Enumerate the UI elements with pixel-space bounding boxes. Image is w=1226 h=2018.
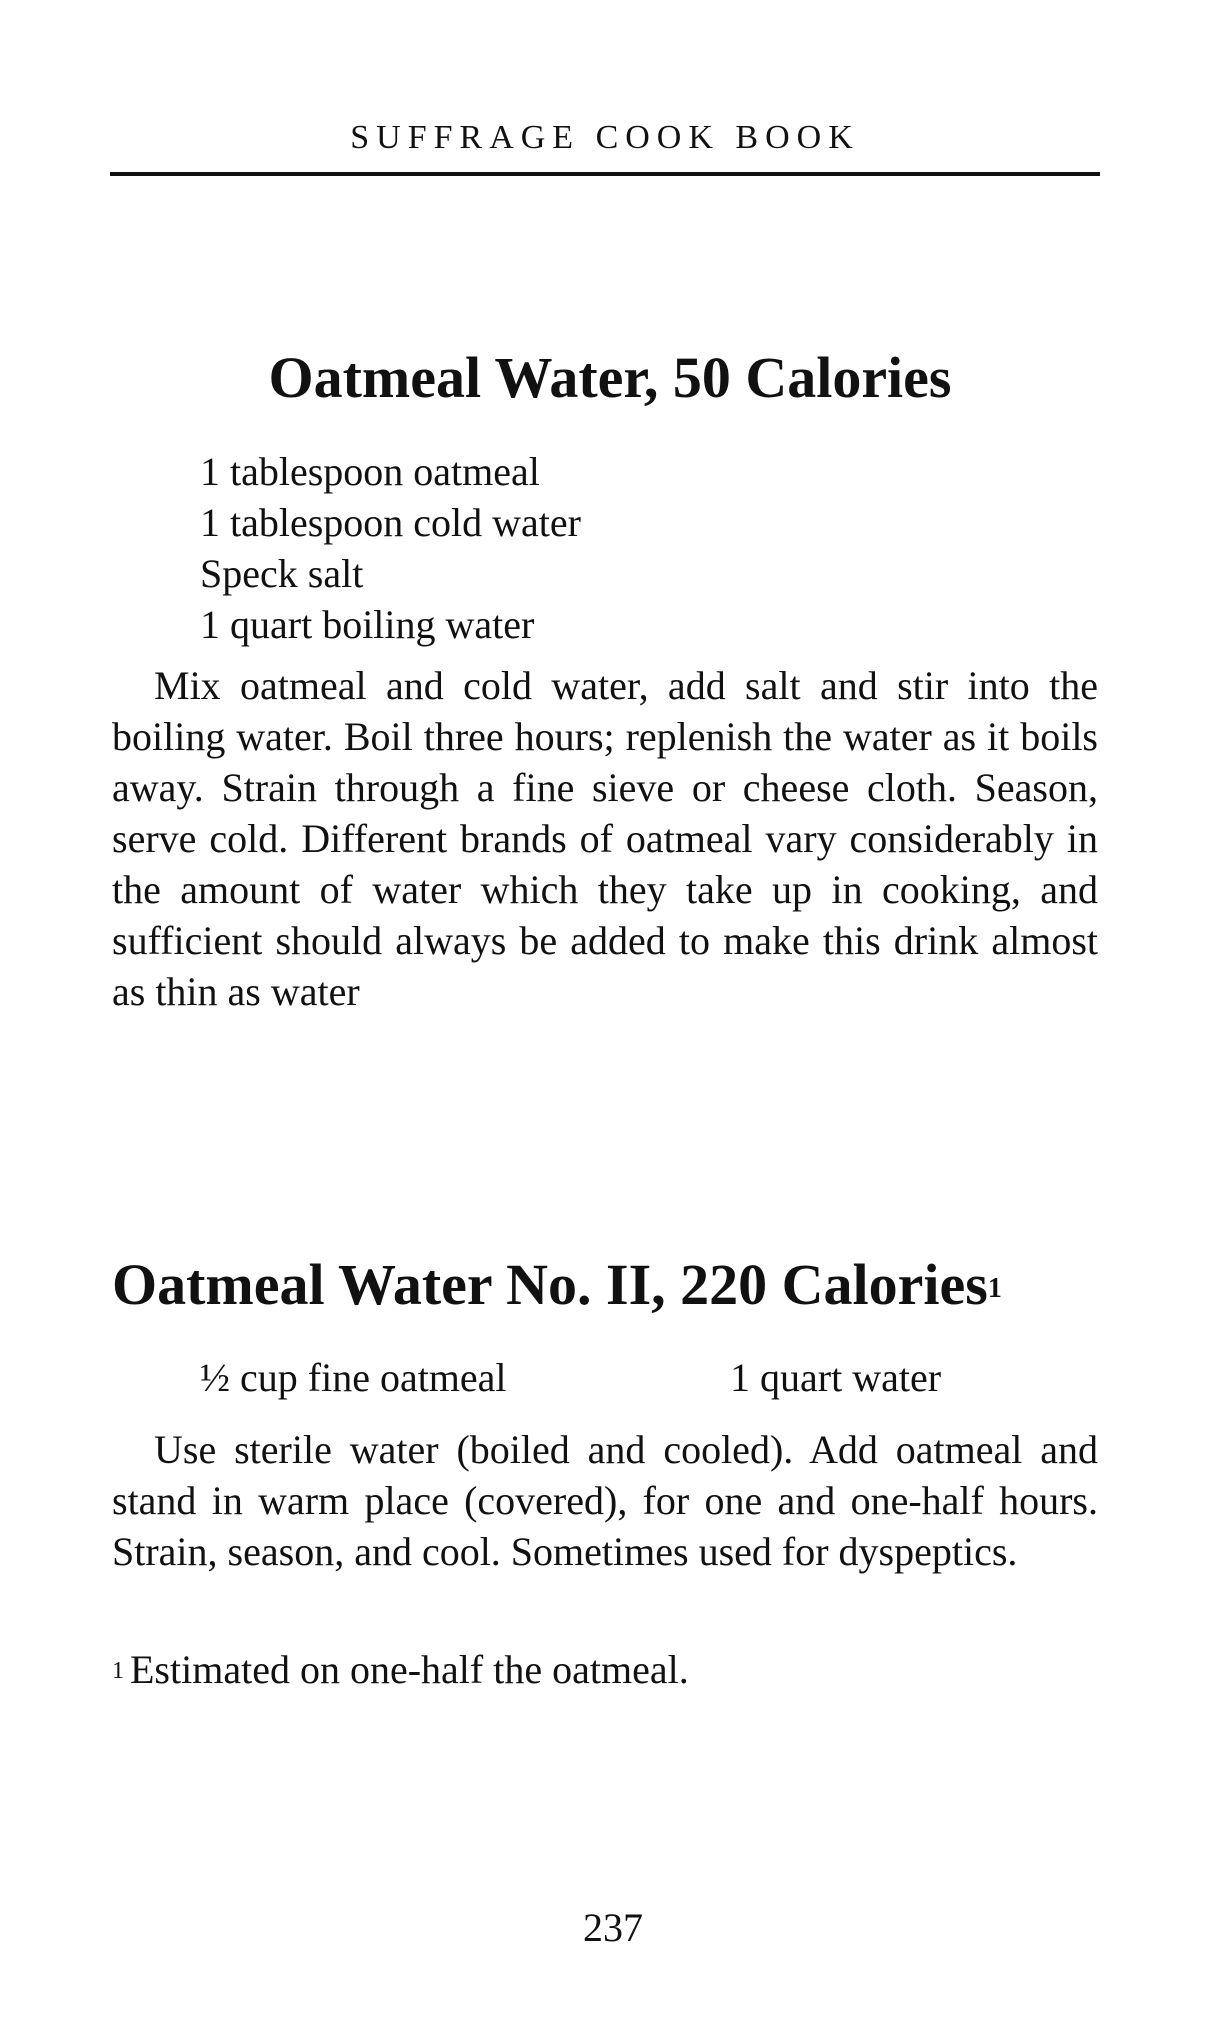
recipe-title: Oatmeal Water, 50 Calories bbox=[268, 345, 952, 410]
recipe-title bbox=[112, 1250, 1102, 1320]
footnote-text: Estimated on one-half the oatmeal. bbox=[130, 1647, 689, 1692]
recipe-directions: Use sterile water (boiled and cooled). Add oatmeal and stand in warm place (covered), for one and one-half hours. Strain, season, and cool. Sometimes used for dyspeptics. bbox=[112, 1427, 1098, 1574]
recipe-title-text: Oatmeal Water No. II, 220 Calories bbox=[112, 1252, 988, 1317]
footnote-reference: 1 bbox=[987, 1273, 1002, 1304]
ingredient-list bbox=[200, 1352, 942, 1403]
footnote-mark: 1 bbox=[112, 1658, 124, 1684]
ingredient-item: 1 tablespoon oatmeal bbox=[200, 449, 540, 494]
ingredient-list bbox=[200, 446, 581, 650]
ingredient-item: Speck salt bbox=[200, 551, 364, 596]
page-number: 237 bbox=[583, 1905, 643, 1950]
footnote bbox=[112, 1644, 689, 1695]
header-rule bbox=[110, 172, 1100, 176]
ingredient-item: 1 tablespoon cold water bbox=[200, 500, 581, 545]
ingredient-item: 1 quart water bbox=[730, 1355, 942, 1400]
ingredient-item: 1 quart boiling water bbox=[200, 602, 535, 647]
ingredient-item: ½ cup fine oatmeal bbox=[200, 1355, 507, 1400]
recipe-directions: Mix oatmeal and cold water, add salt and stir into the boiling water. Boil three hours; replenish the water as it boils away. Strain through a fine sieve or cheese cloth. Season, serve cold. Different brands of oatmeal vary considerably in the amount of water which they take up in cooking, and sufficient should always be added to make this drink almost as thin as water bbox=[112, 663, 1098, 1014]
running-head: SUFFRAGE COOK BOOK bbox=[350, 119, 860, 156]
